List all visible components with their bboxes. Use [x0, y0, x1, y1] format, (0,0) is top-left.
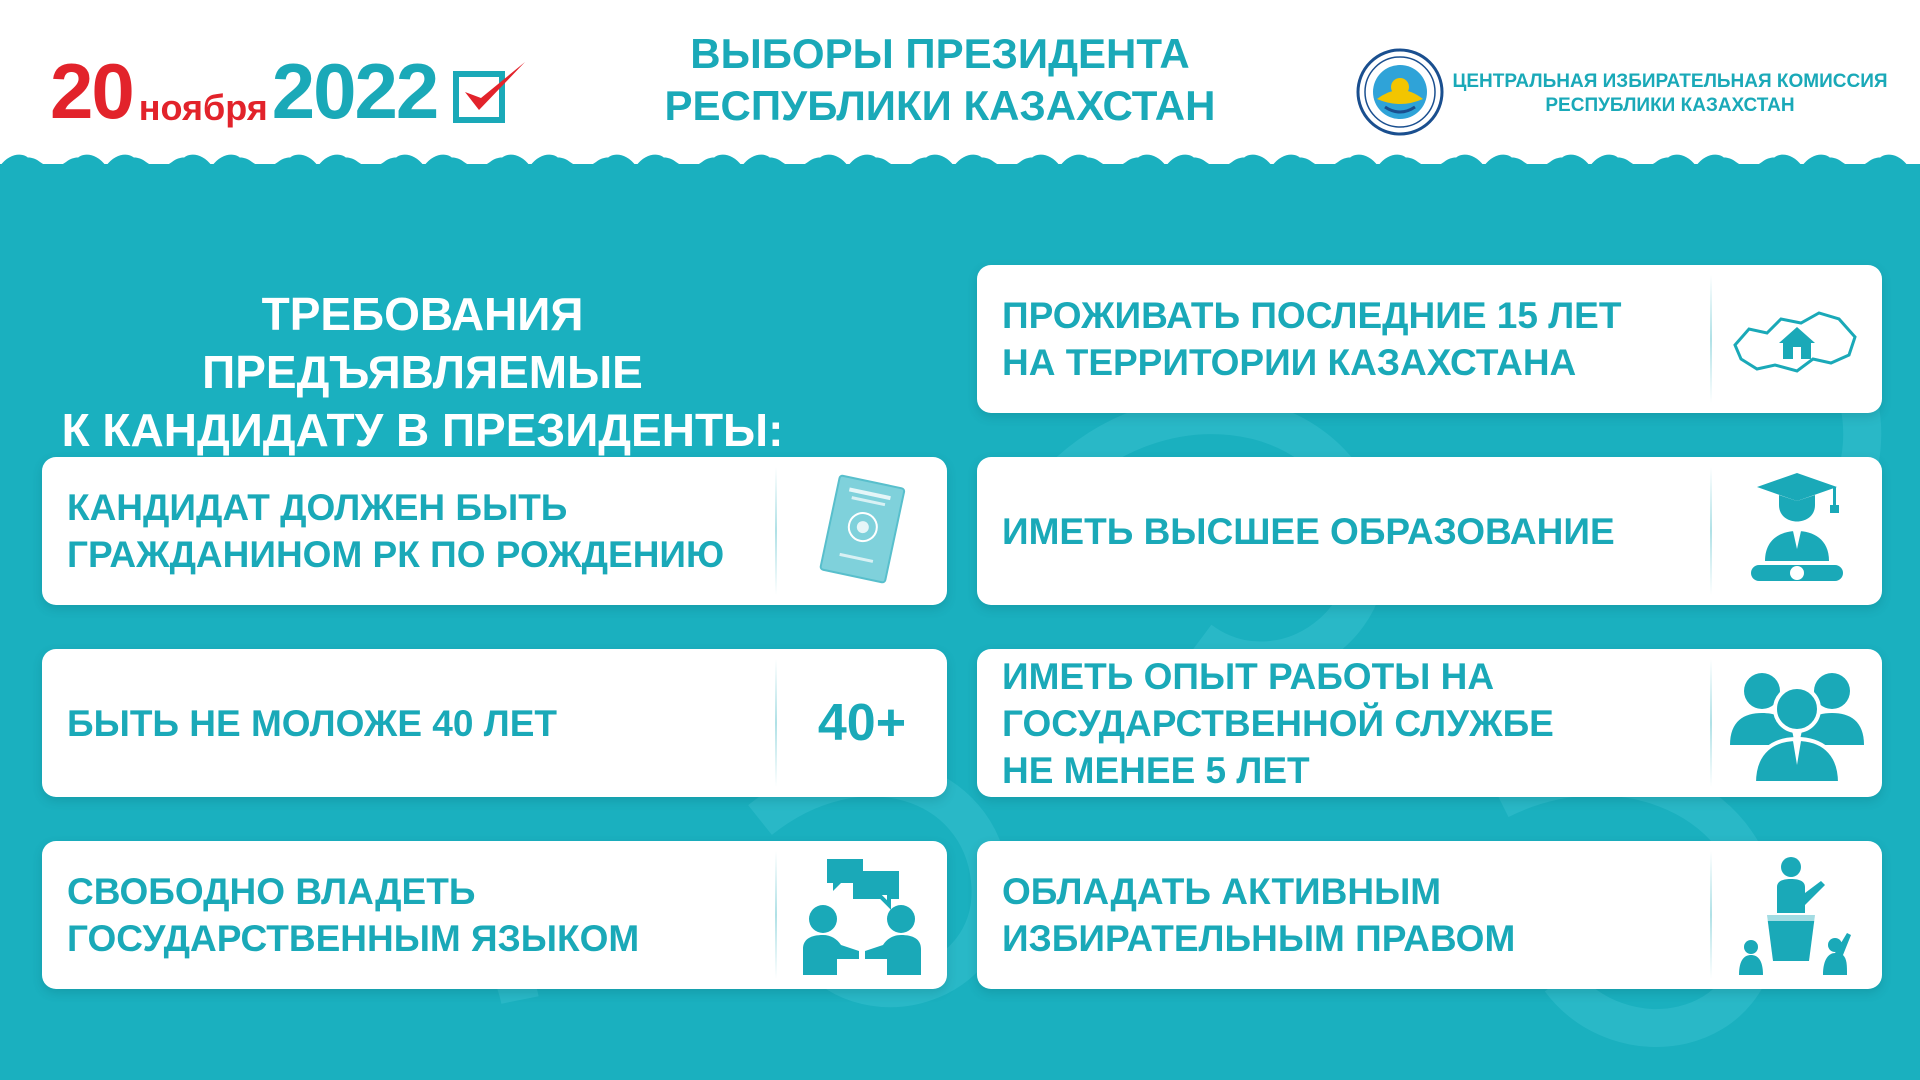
requirement-card-civil-service [977, 649, 1882, 797]
requirements-panel [0, 180, 1920, 1080]
passport-icon [787, 465, 937, 597]
card-divider [775, 851, 777, 979]
requirement-text [1002, 457, 1722, 605]
age-badge-text: 40+ [817, 694, 907, 752]
cec-name [1440, 70, 1900, 118]
conversation-icon [787, 849, 937, 981]
main-heading [60, 285, 785, 459]
civil-servants-icon [1722, 657, 1872, 789]
card-divider [775, 659, 777, 787]
card-divider [1710, 467, 1712, 595]
cec-name-line-2: РЕСПУБЛИКИ КАЗАХСТАН [1545, 95, 1795, 116]
cec-name-line-1: ЦЕНТРАЛЬНАЯ ИЗБИРАТЕЛЬНАЯ КОМИССИЯ [1452, 71, 1888, 92]
requirement-card-age [42, 649, 947, 797]
header [0, 0, 1920, 150]
requirement-text [1002, 265, 1722, 413]
age-badge [787, 657, 937, 789]
requirement-text [67, 841, 787, 989]
election-date [50, 40, 531, 135]
requirement-card-education [977, 457, 1882, 605]
requirement-text [67, 649, 787, 797]
graduate-icon [1722, 465, 1872, 597]
date-month: ноября [138, 87, 268, 128]
requirement-text [67, 457, 787, 605]
requirement-card-language [42, 841, 947, 989]
requirement-line: ОБЛАДАТЬ АКТИВНЫМ [1002, 871, 1442, 912]
title-line-2: РЕСПУБЛИКИ КАЗАХСТАН [664, 82, 1216, 129]
requirement-line: ИЗБИРАТЕЛЬНЫМ ПРАВОМ [1002, 918, 1516, 959]
card-divider [1710, 851, 1712, 979]
requirement-line: ИМЕТЬ ОПЫТ РАБОТЫ НА [1002, 655, 1495, 697]
cec-emblem-icon [1355, 47, 1445, 137]
page-title [600, 28, 1280, 132]
title-line-1: ВЫБОРЫ ПРЕЗИДЕНТА [690, 30, 1190, 77]
requirement-line: ГОСУДАРСТВЕННОЙ СЛУЖБЕ [1002, 702, 1554, 744]
card-divider [1710, 659, 1712, 787]
heading-line-1: ТРЕБОВАНИЯ ПРЕДЪЯВЛЯЕМЫЕ [202, 288, 643, 398]
requirement-text [1002, 649, 1722, 797]
date-year: 2022 [271, 47, 438, 135]
requirement-line: НЕ МЕНЕЕ 5 ЛЕТ [1002, 749, 1310, 791]
requirement-line: СВОБОДНО ВЛАДЕТЬ [67, 871, 476, 912]
date-day: 20 [50, 47, 133, 135]
card-divider [775, 467, 777, 595]
requirement-card-voting-right [977, 841, 1882, 989]
requirement-card-citizenship [42, 457, 947, 605]
requirement-line: ГОСУДАРСТВЕННЫМ ЯЗЫКОМ [67, 918, 640, 959]
requirement-line: ПРОЖИВАТЬ ПОСЛЕДНИЕ 15 ЛЕТ [1002, 295, 1622, 336]
requirement-card-residence [977, 265, 1882, 413]
heading-line-2: К КАНДИДАТУ В ПРЕЗИДЕНТЫ: [61, 404, 784, 456]
card-divider [1710, 275, 1712, 403]
requirement-line: ГРАЖДАНИНОМ РК ПО РОЖДЕНИЮ [67, 534, 725, 575]
requirement-line: ИМЕТЬ ВЫСШЕЕ ОБРАЗОВАНИЕ [1002, 510, 1615, 552]
ballot-check-icon [451, 54, 531, 126]
requirement-line: КАНДИДАТ ДОЛЖЕН БЫТЬ [67, 487, 568, 528]
requirement-line: БЫТЬ НЕ МОЛОЖЕ 40 ЛЕТ [67, 702, 557, 744]
kazakhstan-map-home-icon [1722, 273, 1872, 405]
requirement-text [1002, 841, 1722, 989]
speaker-podium-icon [1722, 849, 1872, 981]
requirement-line: НА ТЕРРИТОРИИ КАЗАХСТАНА [1002, 342, 1577, 383]
